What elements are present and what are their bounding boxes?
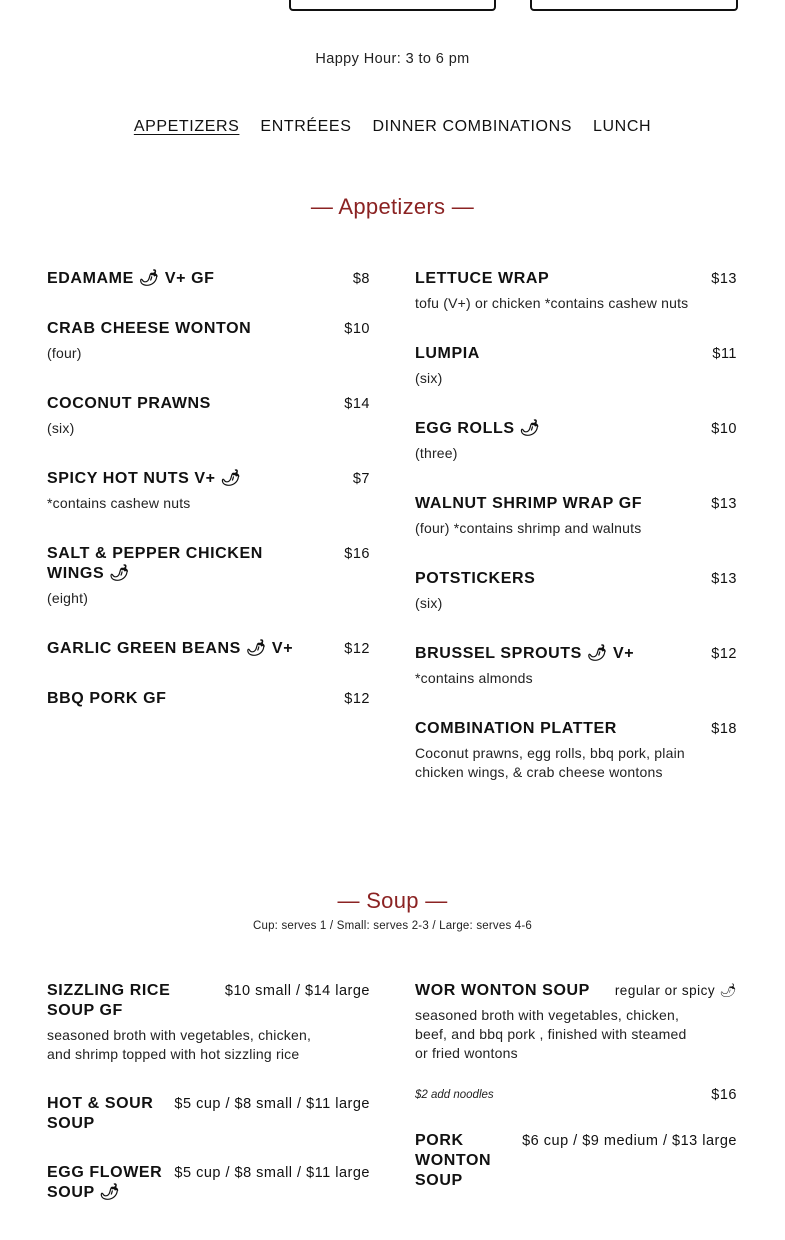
item-price: $16 bbox=[344, 546, 370, 562]
item-price: $7 bbox=[352, 471, 370, 487]
item-description: (three) bbox=[415, 445, 458, 461]
menu-item bbox=[47, 1163, 370, 1203]
item-price: $10 bbox=[711, 421, 737, 437]
soup-subtitle: Cup: serves 1 / Small: serves 2-3 / Large: serves 4-6 bbox=[252, 920, 533, 932]
menu-item bbox=[47, 394, 370, 438]
item-name: EGG ROLLS 🌶 bbox=[415, 420, 541, 437]
tab-lunch[interactable]: LUNCH bbox=[593, 118, 652, 135]
tab-entrees[interactable]: ENTRÉEES bbox=[260, 118, 352, 135]
item-price: $8 bbox=[352, 271, 370, 287]
item-name: GARLIC GREEN BEANS 🌶 V+ bbox=[47, 640, 294, 657]
menu-item bbox=[47, 689, 370, 709]
menu-item bbox=[415, 494, 737, 538]
item-name: POTSTICKERS bbox=[415, 570, 536, 587]
item-price: $12 bbox=[711, 646, 737, 662]
item-price: $12 bbox=[344, 641, 370, 657]
item-name: SIZZLING RICE SOUP GF bbox=[47, 982, 171, 1019]
menu-item bbox=[415, 644, 737, 688]
item-price: $5 cup / $8 small / $11 large bbox=[174, 1165, 370, 1181]
add-noodles-row bbox=[415, 1085, 737, 1105]
item-name: SALT & PEPPER CHICKEN WINGS 🌶 bbox=[47, 545, 263, 582]
item-description: (six) bbox=[415, 595, 443, 611]
menu-item bbox=[47, 319, 370, 363]
menu-item bbox=[47, 544, 370, 608]
menu-item bbox=[415, 981, 737, 1063]
item-description: (eight) bbox=[47, 590, 89, 606]
happy-hour-text: Happy Hour: 3 to 6 pm bbox=[315, 51, 470, 67]
appetizers-left-column bbox=[47, 269, 370, 709]
menu-tabs bbox=[0, 118, 785, 136]
menu-item bbox=[415, 569, 737, 613]
item-description: (six) bbox=[415, 370, 443, 386]
item-price: $13 bbox=[711, 571, 737, 587]
item-description: tofu (V+) or chicken *contains cashew nuts bbox=[415, 295, 689, 311]
item-price: $16 bbox=[711, 1087, 737, 1103]
item-description: *contains cashew nuts bbox=[47, 495, 191, 511]
item-name: HOT & SOUR SOUP bbox=[47, 1095, 154, 1132]
soup-left-column bbox=[47, 981, 370, 1203]
item-price: $10 bbox=[344, 321, 370, 337]
item-name: CRAB CHEESE WONTON bbox=[47, 320, 252, 337]
menu-item bbox=[415, 1131, 737, 1191]
menu-item bbox=[47, 269, 370, 289]
soup-title: — Soup — bbox=[337, 888, 448, 913]
soup-right-column bbox=[415, 981, 737, 1191]
menu-item bbox=[415, 419, 737, 463]
menu-item bbox=[415, 269, 737, 313]
appetizers-title: — Appetizers — bbox=[310, 194, 475, 219]
item-name: LUMPIA bbox=[415, 345, 480, 362]
menu-item bbox=[47, 1094, 370, 1134]
item-description: seasoned broth with vegetables, chicken, beef, and bbq pork , finished with steamed or fried wontons bbox=[415, 1007, 687, 1061]
item-price: $6 cup / $9 medium / $13 large bbox=[522, 1133, 737, 1149]
top-button-right[interactable] bbox=[530, 0, 738, 11]
item-name: PORK WONTON SOUP bbox=[415, 1132, 492, 1189]
item-name: COMBINATION PLATTER bbox=[415, 720, 617, 737]
menu-item bbox=[47, 981, 370, 1064]
item-description: (four) bbox=[47, 345, 82, 361]
appetizers-right-column bbox=[415, 269, 737, 782]
item-name: EGG FLOWER SOUP 🌶 bbox=[47, 1164, 163, 1201]
item-price: $13 bbox=[711, 271, 737, 287]
item-price: $10 small / $14 large bbox=[224, 983, 370, 999]
item-name: BBQ PORK GF bbox=[47, 690, 167, 707]
item-name: WALNUT SHRIMP WRAP GF bbox=[415, 495, 643, 512]
tab-dinner-combinations[interactable]: DINNER COMBINATIONS bbox=[372, 118, 573, 135]
item-price: $18 bbox=[711, 721, 737, 737]
item-description: *contains almonds bbox=[415, 670, 533, 686]
item-name: WOR WONTON SOUP bbox=[415, 982, 590, 999]
menu-item bbox=[415, 344, 737, 388]
add-noodles-note: $2 add noodles bbox=[415, 1089, 494, 1101]
item-price: $11 bbox=[712, 346, 737, 362]
item-description: Coconut prawns, egg rolls, bbq pork, plain chicken wings, & crab cheese wontons bbox=[415, 745, 685, 780]
item-description: (four) *contains shrimp and walnuts bbox=[415, 520, 642, 536]
item-description: seasoned broth with vegetables, chicken, and shrimp topped with hot sizzling rice bbox=[47, 1027, 312, 1062]
item-price: $13 bbox=[711, 496, 737, 512]
item-name: SPICY HOT NUTS V+ 🌶 bbox=[47, 470, 242, 487]
item-description: (six) bbox=[47, 420, 75, 436]
tab-appetizers[interactable]: APPETIZERS bbox=[133, 118, 240, 135]
menu-item bbox=[47, 639, 370, 659]
menu-item bbox=[47, 469, 370, 513]
top-button-left[interactable] bbox=[289, 0, 496, 11]
item-price: $14 bbox=[344, 396, 370, 412]
item-name: LETTUCE WRAP bbox=[415, 270, 550, 287]
item-name: COCONUT PRAWNS bbox=[47, 395, 211, 412]
item-price: $5 cup / $8 small / $11 large bbox=[174, 1096, 370, 1112]
item-name: EDAMAME 🌶 V+ GF bbox=[47, 270, 215, 287]
item-price: $12 bbox=[344, 691, 370, 707]
item-price: regular or spicy 🌶 bbox=[614, 983, 737, 998]
item-name: BRUSSEL SPROUTS 🌶 V+ bbox=[415, 645, 635, 662]
menu-item bbox=[415, 719, 737, 782]
